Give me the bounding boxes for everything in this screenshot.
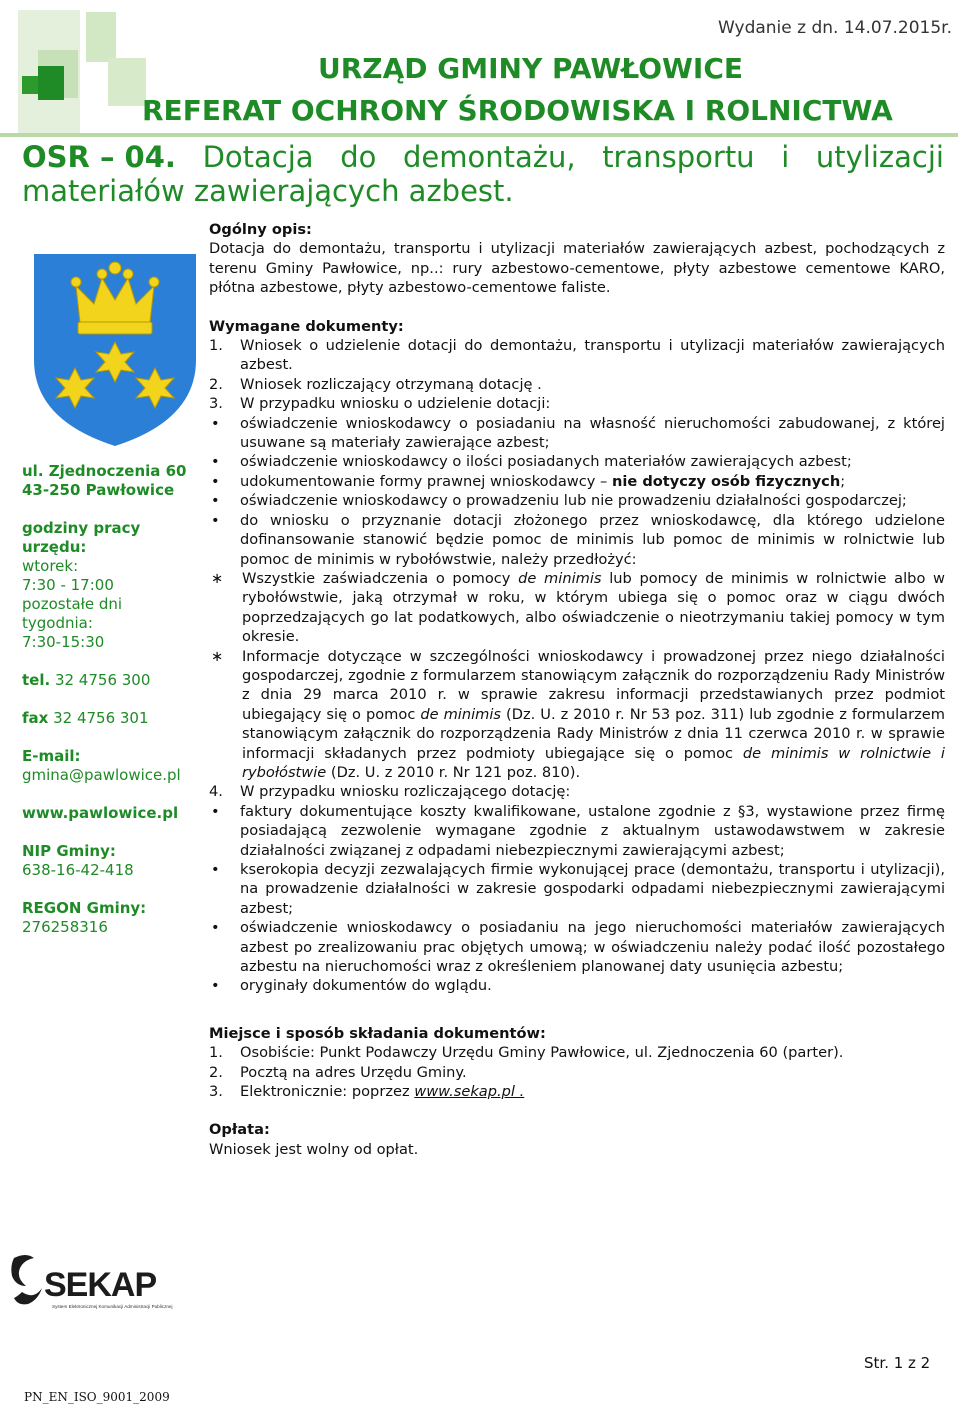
contact-sidebar — [22, 462, 202, 937]
list-item — [209, 336, 945, 375]
website-link[interactable]: www.pawlowice.pl — [22, 804, 179, 822]
bullet-item — [209, 472, 945, 491]
bullet-icon — [209, 414, 240, 453]
tuesday-label: wtorek: — [22, 557, 79, 575]
bullet-text: oryginały dokumentów do wglądu. — [240, 977, 492, 995]
bullet-item — [209, 491, 945, 510]
bullet-item — [209, 918, 945, 976]
bullet-icon — [209, 491, 240, 510]
description-text: Dotacja do demontażu, transportu i utylizacji materiałów zawierających azbest, pochodzących z terenu Gminy Pawłowice, np..: rury azbestowo-cementowe, płyty azbestowe cementowe KARO, płótna azbestowe, płyty azbestowo-cementowe faliste. — [209, 240, 945, 297]
fax — [22, 709, 202, 728]
bullet-icon — [209, 918, 240, 976]
bullet-text: oświadczenie wnioskodawcy o ilości posiadanych materiałów zawierających azbest; — [240, 453, 852, 471]
submission-heading: Miejsce i sposób składania dokumentów: — [209, 1024, 546, 1042]
list-item — [209, 1043, 945, 1062]
address-city: 43-250 Pawłowice — [22, 481, 175, 499]
bullet-item — [209, 976, 945, 995]
bullet-text: oświadczenie wnioskodawcy o prowadzeniu lub nie prowadzeniu działalności gospodarczej; — [240, 492, 907, 510]
bullet-item — [209, 511, 945, 569]
item-number: 1. — [209, 1044, 223, 1062]
regon-label: REGON Gminy: — [22, 899, 147, 917]
asterisk-icon: ∗ — [211, 569, 224, 587]
list-item — [209, 394, 945, 413]
fee-heading: Opłata: — [209, 1121, 270, 1139]
list-item — [209, 1063, 945, 1082]
item-text: Wniosek rozliczający otrzymaną dotację . — [240, 375, 542, 393]
item-number: 2. — [209, 1063, 223, 1081]
item-number: 2. — [209, 375, 223, 393]
bullet-text: oświadczenie wnioskodawcy o posiadaniu na jego nieruchomości materiałów zawierających azbest po zrealizowaniu prac objętych umową; w oświadczeniu należy podać ilość pozostałego azbestu na nieruchomości wraz z określeniem planowanej daty usunięcia azbestu; — [240, 919, 945, 976]
list-item — [209, 375, 945, 394]
item-number: 3. — [209, 395, 223, 413]
office-hours-label: godziny pracy — [22, 519, 141, 537]
fax-value: 32 4756 301 — [48, 709, 149, 727]
other-days-label-2: tygodnia: — [22, 614, 93, 632]
header-divider — [0, 133, 958, 137]
bullet-icon — [209, 472, 240, 491]
item-text: W przypadku wniosku o udzielenie dotacji: — [240, 395, 551, 413]
item-text: Wniosek o udzielenie dotacji do demontażu, transportu i utylizacji materiałów zawierających azbest. — [240, 337, 945, 374]
regon-value: 276258316 — [22, 918, 108, 936]
item-text: Osobiście: Punkt Podawczy Urzędu Gminy Pawłowice, ul. Zjednoczenia 60 (parter). — [240, 1044, 844, 1062]
sekap-link[interactable]: www.sekap.pl . — [414, 1083, 525, 1101]
main-content — [209, 220, 945, 1159]
documents-heading: Wymagane dokumenty: — [209, 317, 404, 335]
phone-value: 32 4756 300 — [50, 671, 151, 689]
document-code: OSR – 04. — [22, 140, 176, 174]
coat-of-arms-icon — [30, 250, 200, 450]
bullet-item — [209, 860, 945, 918]
item-number: 3. — [209, 1083, 223, 1101]
title-word: utylizacji — [815, 140, 944, 174]
sekap-logo-subtitle: System Elektronicznej Komunikacji Administracji Publicznej — [52, 1304, 173, 1309]
page-number: Str. 1 z 2 — [864, 1354, 931, 1372]
list-item — [209, 1082, 945, 1101]
sekap-logo — [8, 1252, 178, 1316]
fax-label: fax — [22, 709, 49, 727]
title-word: demontażu, — [402, 140, 576, 174]
office-hours-label-2: urzędu: — [22, 538, 87, 556]
other-days-hours: 7:30-15:30 — [22, 633, 105, 651]
title-word: transportu — [602, 140, 755, 174]
document-title — [22, 140, 944, 174]
nip-value: 638-16-42-418 — [22, 861, 134, 879]
iso-code: PN_EN_ISO_9001_2009 — [24, 1390, 170, 1404]
bullet-text: kserokopia decyzji zezwalających firmie wykonującej prace (demontażu, transportu i utylizacji), na prowadzenie działalności w zakresie gospodarki odpadami niebezpiecznymi zawierającymi azbest; — [240, 861, 945, 917]
email-label: E-mail: — [22, 747, 81, 765]
item-text: Elektronicznie: poprzez www.sekap.pl . — [240, 1083, 525, 1101]
document-title-continued: materiałów zawierających azbest. — [22, 174, 514, 208]
title-word: do — [340, 140, 377, 174]
asterisk-icon: ∗ — [211, 647, 224, 665]
bullet-item — [209, 414, 945, 453]
tuesday-hours: 7:30 - 17:00 — [22, 576, 114, 594]
issue-date: Wydanie z dn. 14.07.2015r. — [718, 18, 953, 38]
phone-label: tel. — [22, 671, 51, 689]
asterisk-item — [209, 647, 945, 783]
bullet-text: oświadczenie wnioskodawcy o posiadaniu na własność nieruchomości zabudowanej, z której usuwane są materiały zawierające azbest; — [240, 414, 945, 452]
phone — [22, 671, 202, 690]
item-text: Pocztą na adres Urzędu Gminy. — [240, 1063, 467, 1081]
item-number: 4. — [209, 783, 223, 801]
list-item — [209, 782, 945, 801]
asterisk-item — [209, 569, 945, 647]
title-word: i — [781, 140, 790, 174]
address-street: ul. Zjednoczenia 60 — [22, 462, 187, 480]
asterisk-text: Informacje dotyczące w szczególności wnioskodawcy i prowadzonej przez niego działalności gospodarczej, zgodnie z formularzem stanowiącym załącznik do rozporządzeniu Rady Ministrów z dnia 29 marca 2010 r. w sprawie zakresu informacji przedstawianych przez podmiot ubiegający się o pomoc de minimis (Dz. U. z 2010 r. Nr 53 poz. 311) lub zgodnie z formularzem stanowiącym załącznik do rozporządzenia Rady Ministrów z dnia 11 czerwca 2010 r. w sprawie informacji składanych przez podmioty ubiegające się o pomoc de minimis w rolnictwie i rybołóstwie (Dz. U. z 2010 r. Nr 121 poz. 810). — [242, 647, 945, 781]
department-name: REFERAT OCHRONY ŚRODOWISKA I ROLNICTWA — [142, 94, 893, 127]
bullet-icon — [209, 452, 240, 471]
bullet-text: udokumentowanie formy prawnej wnioskodawcy – nie dotyczy osób fizycznych; — [240, 472, 846, 490]
bullet-item — [209, 452, 945, 471]
item-number: 1. — [209, 337, 223, 355]
bullet-text: do wniosku o przyznanie dotacji złożonego przez wnioskodawcę, dla którego udzielone dofinansowanie stanowić będzie pomoc de minimis lub pomoc de minimis w rolnictwie lub pomoc de minimis w rybołówstwie, należy przedłożyć: — [240, 511, 945, 568]
bullet-icon — [209, 860, 240, 918]
asterisk-text: Wszystkie zaświadczenia o pomocy de minimis lub pomocy de minimis w rolnictwie albo w rybołówstwie, jaką otrzymał w roku, w którym ubiega się o pomoc oraz w ciągu dwóch poprzedzających go lat podatkowych, albo oświadczenie o nieotrzymaniu takiej pomocy w tym okresie. — [242, 569, 945, 646]
bullet-icon — [209, 511, 240, 569]
fee-text: Wniosek jest wolny od opłat. — [209, 1140, 419, 1158]
description-heading: Ogólny opis: — [209, 221, 312, 238]
sekap-logo-text: SEKAP — [44, 1266, 157, 1304]
bullet-icon — [209, 976, 240, 995]
other-days-label: pozostałe dni — [22, 595, 123, 613]
bullet-item — [209, 802, 945, 860]
email-link[interactable]: gmina@pawlowice.pl — [22, 766, 181, 784]
office-name: URZĄD GMINY PAWŁOWICE — [318, 52, 743, 85]
nip-label: NIP Gminy: — [22, 842, 116, 860]
bullet-text: faktury dokumentujące koszty kwalifikowane, ustalone zgodnie z §3, wystawione przez firmę posiadającą zezwolenie wymagane zgodnie z aktualnym ustawodawstwem w zakresie działalności związanej z odpadami niebezpiecznymi zawierającymi azbest; — [240, 802, 945, 859]
bullet-icon — [209, 802, 240, 860]
title-word: Dotacja — [202, 140, 314, 174]
item-text: W przypadku wniosku rozliczającego dotację: — [240, 783, 571, 801]
header-decoration — [18, 10, 148, 135]
